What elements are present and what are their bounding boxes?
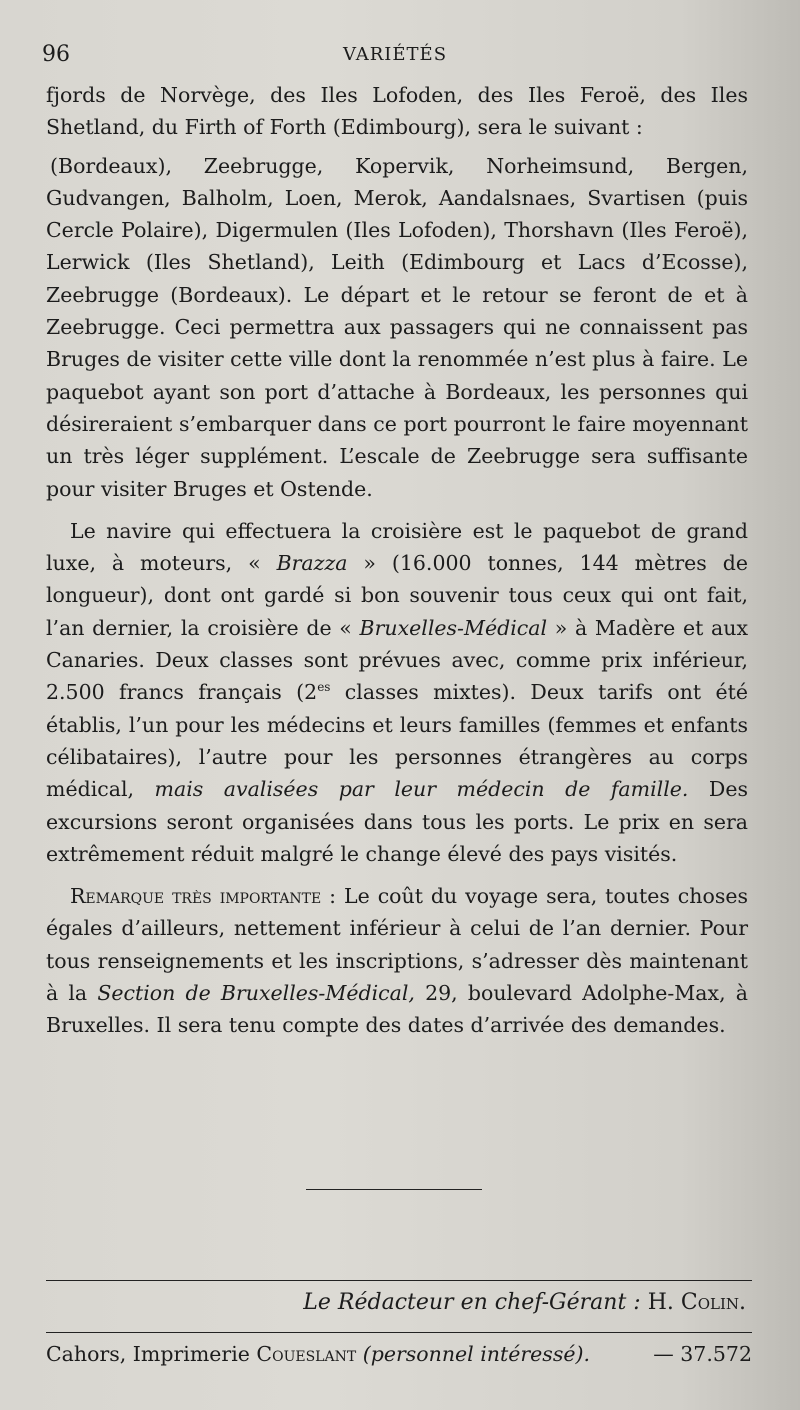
imprint-line: [46, 1342, 752, 1366]
paragraph-remark: [46, 880, 748, 1041]
paragraph-itinerary: [46, 150, 748, 505]
journal-name: Bruxelles-Médical: [359, 615, 548, 640]
remark-label: Remarque très importante: [70, 884, 322, 909]
section-divider: [306, 1189, 482, 1190]
imprint-place: Cahors, Imprimerie: [46, 1342, 257, 1366]
remark-text-a: : Le coût du voyage sera, toutes choses égales d’ailleurs, nettement inférieur à celui de l’an dernier. Pour tous renseignements et les inscriptions, s’adresser dès maintenant à la: [46, 884, 748, 1006]
page-header: [42, 40, 748, 76]
signature-line: [303, 1290, 746, 1315]
paragraph-intro: fjords de Norvège, des Iles Lofoden, des Iles Feroë, des Iles Shetland, du Firth of Forth (Edimbourg), sera le suivant :: [46, 83, 748, 140]
itinerary-text: (Bordeaux), Zeebrugge, Kopervik, Norheimsund, Bergen, Gudvangen, Balholm, Loen, Merok, Aandalsnaes, Svartisen (puis Cercle Polaire), Digermulen (Iles Lofoden), Thorshavn (Iles Feroë), Lerwick (Iles Shetland), Leith (Edimbourg et Lacs d’Ecosse), Zeebrugge (Bordeaux). Le départ et le retour se feront de et à Zeebrugge. Ceci permettra aux passagers qui ne connaissent pas Bruges de visiter cette ville dont la renommée n’est plus à faire. Le paquebot ayant son port d’attache à Bordeaux, les personnes qui désireraient s’embarquer dans ce port pourront le faire moyennant un très léger supplément. L’escale de Zeebrugge sera suffisante pour visiter Bruges et Ostende.: [46, 153, 748, 501]
ship-text-d: classes mixtes). Deux tarifs ont été établis, l’un pour les médecins et leurs familles (femmes et enfants célibataires), l’autre pour les personnes étrangères au corps médical,: [46, 680, 748, 802]
ship-name: Brazza: [276, 551, 348, 576]
imprint-printer: Coueslant: [256, 1342, 357, 1366]
footer-rule-bottom: [46, 1332, 752, 1333]
signature-name: H. Colin.: [647, 1290, 746, 1315]
section-name: Section de Bruxelles-Médical,: [97, 981, 415, 1006]
ship-text-b: » (16.000 tonnes, 144 mètres de longueur), dont ont gardé si bon souvenir tous ceux qui ont fait, l’an dernier, la croisière de «: [46, 551, 748, 640]
endorsement-note: mais avalisées par leur médecin de famille.: [154, 777, 689, 802]
page-number: 96: [42, 42, 70, 67]
imprint-note: (personnel intéressé).: [362, 1342, 590, 1366]
article-body: [46, 79, 748, 1042]
signature-role: Le Rédacteur en chef-Gérant :: [303, 1290, 641, 1315]
paragraph-ship: [46, 515, 748, 870]
remark-text-b: 29, boulevard Adolphe-Max, à Bruxelles. Il sera tenu compte des dates d’arrivée des demandes.: [46, 981, 748, 1038]
ship-text-c: » à Madère et aux Canaries. Deux classes sont prévues avec, comme prix inférieur, 2.500 francs français (2: [46, 615, 748, 705]
class-superscript: es: [317, 680, 331, 695]
footer-rule-top: [46, 1280, 752, 1281]
imprint-number: — 37.572: [653, 1342, 752, 1366]
ship-text-e: Des excursions seront organisées dans tous les ports. Le prix en sera extrêmement réduit malgré le change élevé des pays visités.: [46, 777, 749, 866]
running-title: VARIÉTÉS: [342, 44, 448, 65]
imprint-left: [46, 1342, 590, 1366]
ship-text-a: Le navire qui effectuera la croisière est le paquebot de grand luxe, à moteurs, «: [46, 518, 748, 576]
